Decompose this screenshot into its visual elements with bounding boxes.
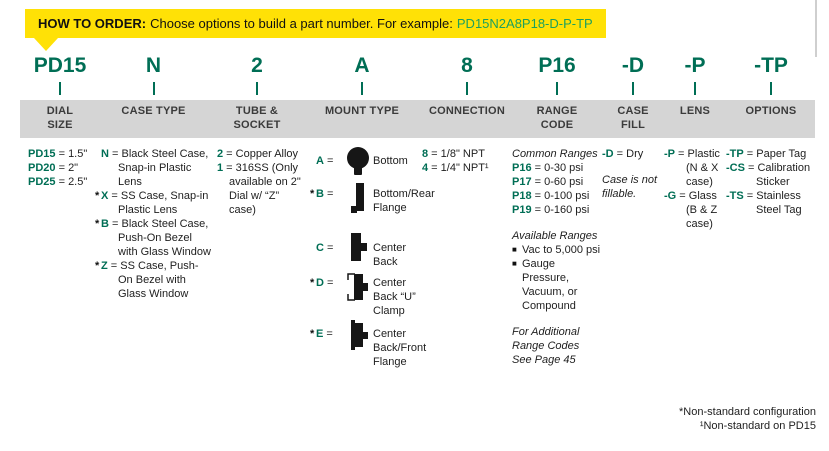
mount-code: A =	[316, 155, 334, 167]
column-headers-row	[25, 104, 816, 132]
tube-socket-option: 1 = 316SS (Only available on 2" Dial w/ “Z” case)	[217, 162, 301, 216]
lens-column	[664, 147, 726, 369]
leader-tick	[512, 82, 602, 95]
case-type-option: * B = Black Steel Case, Push-On Bezel with Glass Window	[95, 218, 211, 258]
common-ranges-title: Common Ranges	[512, 148, 598, 160]
center-back-front-flange-icon	[343, 320, 373, 352]
available-range-item: ■ Vac to 5,000 psi	[512, 244, 601, 256]
leader-tick	[302, 82, 422, 95]
column-header-dial-size: DIAL SIZE	[46, 105, 74, 131]
bottom-mount-icon	[343, 147, 373, 176]
mount-type-option	[310, 320, 427, 369]
case-fill-column	[602, 147, 664, 369]
available-ranges-title: Available Ranges	[512, 230, 598, 242]
mount-label: Center Back	[373, 242, 407, 268]
center-back-icon	[343, 233, 373, 261]
page-edge-divider	[815, 0, 817, 57]
tube-socket-option: 2 = Copper Alloy	[217, 148, 299, 160]
part-code-range-code: P16	[538, 54, 576, 77]
how-to-order-banner	[25, 9, 606, 38]
mount-type-option	[310, 147, 422, 183]
mount-code: * E =	[310, 328, 333, 340]
range-code-option: P17 = 0-60 psi	[512, 176, 584, 188]
options-column	[726, 147, 816, 369]
case-type-column	[95, 147, 212, 369]
column-header-range-code: RANGE CODE	[536, 105, 578, 131]
mount-label: Bottom	[373, 155, 408, 167]
lens-option: -P = Plastic (N & X case)	[664, 148, 720, 188]
dial-size-column	[25, 147, 95, 369]
banner-title: HOW TO ORDER:	[38, 16, 147, 31]
column-header-options: OPTIONS	[745, 105, 797, 117]
column-header-case-type: CASE TYPE	[121, 105, 186, 117]
center-back-u-clamp-icon	[343, 271, 373, 303]
available-range-item: ■ Gauge Pressure, Vacuum, or Compound	[512, 258, 578, 312]
leader-tick	[602, 82, 664, 95]
square-bullet-icon: ■	[512, 245, 517, 254]
column-header-mount-type: MOUNT TYPE	[324, 105, 400, 117]
part-code-lens: -P	[684, 54, 706, 77]
case-type-option: N = Black Steel Case, Snap-in Plastic Lens	[101, 148, 209, 188]
mount-type-option	[310, 183, 435, 233]
column-header-case-fill: CASE FILL	[617, 105, 649, 131]
range-code-column	[512, 147, 602, 369]
column-header-tube-socket: TUBE & SOCKET	[233, 105, 281, 131]
mount-label: Bottom/Rear Flange	[373, 188, 435, 214]
range-code-option: P16 = 0-30 psi	[512, 162, 584, 174]
column-header-connection: CONNECTION	[429, 105, 505, 117]
banner-example-part-number: PD15N2A8P18-D-P-TP	[456, 16, 593, 31]
banner-instruction: Choose options to build a part number. For example:	[150, 16, 453, 31]
mount-type-option	[310, 271, 422, 320]
part-code-options: -TP	[754, 54, 788, 77]
case-fill-note: Case is not fillable.	[602, 174, 658, 200]
range-code-option: P19 = 0-160 psi	[512, 204, 590, 216]
leader-tick	[422, 82, 512, 95]
connection-column	[422, 147, 512, 369]
tube-socket-column	[212, 147, 302, 369]
leader-tick	[95, 82, 212, 95]
column-header-lens: LENS	[679, 105, 711, 117]
options-body	[25, 147, 816, 369]
dial-size-option: PD25 = 2.5"	[28, 176, 88, 188]
square-bullet-icon: ■	[512, 259, 517, 268]
footnote-nonstandard-pd15: ¹Non-standard on PD15	[699, 420, 816, 432]
options-option: -CS = Calibration Sticker	[726, 162, 811, 188]
part-number-codes-row	[25, 54, 816, 78]
case-type-option: * Z = SS Case, Push-On Bezel with Glass Window	[95, 260, 199, 300]
bottom-rear-flange-icon	[343, 183, 373, 216]
mount-type-column	[302, 147, 435, 369]
dial-size-option: PD15 = 1.5"	[28, 148, 88, 160]
additional-range-codes-note: For Additional Range Codes See Page 45	[512, 326, 580, 366]
mount-label: Center Back “U” Clamp	[373, 277, 416, 317]
mount-code: * B =	[310, 188, 334, 200]
mount-code: * D =	[310, 277, 334, 289]
mount-type-option	[310, 233, 422, 271]
part-code-connection: 8	[461, 54, 473, 77]
dial-size-option: PD20 = 2"	[28, 162, 79, 174]
mount-code: C =	[316, 242, 334, 254]
leader-tick	[25, 82, 95, 95]
case-fill-option: -D = Dry	[602, 148, 644, 160]
options-option: -TS = Stainless Steel Tag	[726, 190, 802, 216]
footnotes	[679, 405, 816, 433]
connection-option: 4 = 1/4" NPT¹	[422, 162, 489, 174]
part-code-tube-socket: 2	[251, 54, 263, 77]
part-code-case-fill: -D	[621, 54, 645, 77]
part-code-mount-type: A	[354, 54, 370, 77]
leader-tick	[726, 82, 816, 95]
leader-tick	[212, 82, 302, 95]
part-code-dial-size: PD15	[33, 54, 87, 77]
connection-option: 8 = 1/8" NPT	[422, 148, 485, 160]
lens-option: -G = Glass (B & Z case)	[664, 190, 718, 230]
range-code-option: P18 = 0-100 psi	[512, 190, 590, 202]
options-option: -TP = Paper Tag	[726, 148, 807, 160]
mount-label: Center Back/Front Flange	[373, 328, 427, 368]
banner-pointer-icon	[34, 38, 58, 51]
part-code-case-type: N	[145, 54, 162, 77]
footnote-nonstandard-config: *Non-standard configuration	[679, 406, 816, 418]
case-type-option: * X = SS Case, Snap-in Plastic Lens	[95, 190, 209, 216]
leader-tick	[664, 82, 726, 95]
leader-ticks-row	[25, 82, 816, 95]
